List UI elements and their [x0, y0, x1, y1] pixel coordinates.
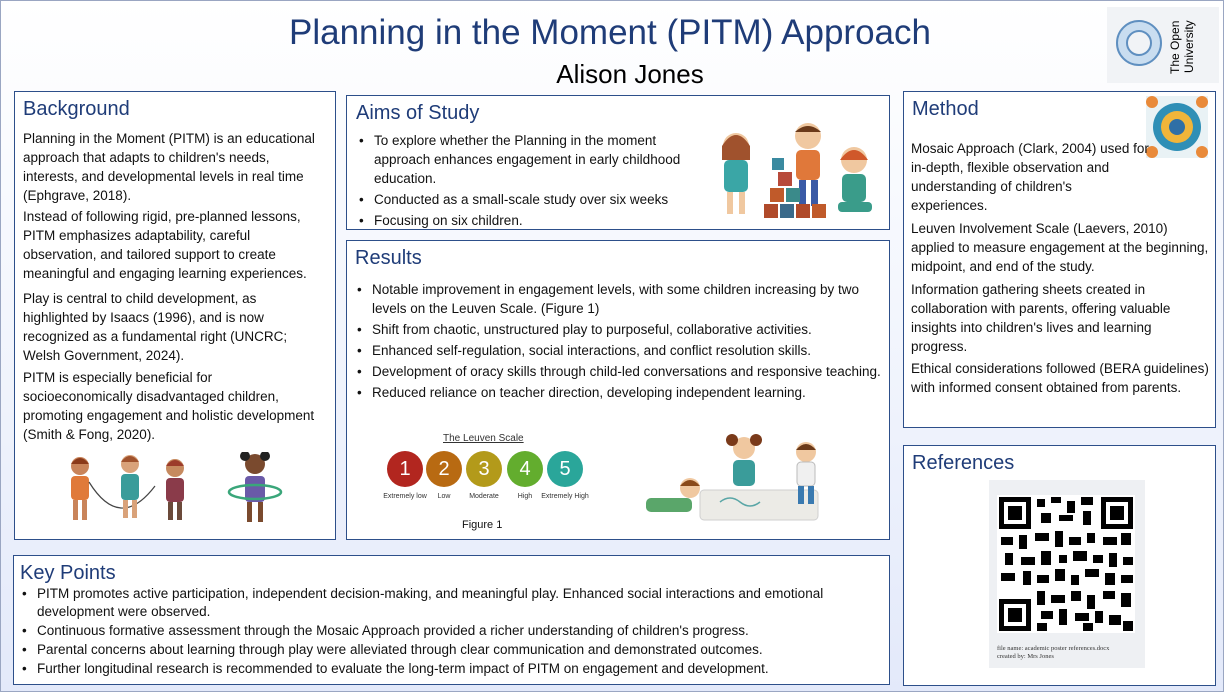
background-paragraph: Instead of following rigid, pre-planned lessons, PITM emphasizes adaptability, careful observation, and tailored support to create meaningful and engaging learning experiences. — [23, 209, 307, 281]
key-point-item: • PITM promotes active participation, independent decision-making, and meaningful play. Enhanced social interactions and emotional development were observed. — [20, 585, 880, 621]
results-list — [355, 280, 885, 404]
child-figure — [121, 455, 139, 518]
aims-item: • Focusing on six children. — [357, 211, 707, 230]
key-point-item: • Further longitudinal research is recommended to evaluate the long-term impact of PITM on engagement and development. — [20, 660, 880, 678]
qr-caption-line: created by: Mrs Jones — [997, 653, 1054, 660]
aims-title: Aims of Study — [356, 102, 480, 124]
aims-item: • To explore whether the Planning in the moment approach enhances engagement in early childhood education. — [357, 131, 707, 188]
aims-list — [357, 131, 707, 232]
method-paragraph: Leuven Involvement Scale (Laevers, 2010) applied to measure engagement at the beginning, midpoint, and end of the study. — [911, 221, 1209, 274]
method-paragraph: Ethical considerations followed (BERA guidelines) with informed consent obtained from parents. — [911, 361, 1209, 395]
child-figure — [229, 452, 281, 522]
results-title: Results — [355, 247, 422, 269]
qr-caption-line: file name: academic poster references.docx — [997, 645, 1110, 652]
leuven-level-label: Extremely low — [383, 493, 427, 500]
method-paragraph: Mosaic Approach (Clark, 2004) used for in-depth, flexible observation and understanding of children's experiences. — [911, 141, 1149, 213]
logo-wordmark: The Open University — [1168, 20, 1196, 74]
leuven-level-label: High — [517, 493, 533, 500]
child-figure — [838, 147, 872, 212]
leuven-level-3: 3 — [466, 451, 502, 487]
leuven-level-label: Low — [437, 493, 451, 500]
results-item: • Reduced reliance on teacher direction, developing independent learning. — [355, 383, 885, 402]
child-figure — [646, 478, 700, 512]
mosaic-tile-icon — [1146, 96, 1208, 158]
leuven-level-1: 1 — [387, 451, 423, 487]
background-paragraph: Play is central to child development, as highlighted by Isaacs (1996), and is now recognized as a fundamental right (UNCRC; Welsh Government, 2024). — [23, 291, 288, 363]
qr-caption — [997, 645, 1109, 661]
leuven-level-label: Extremely High — [541, 493, 589, 500]
results-item: • Enhanced self-regulation, social interactions, and conflict resolution skills. — [355, 341, 885, 360]
method-paragraph: Information gathering sheets created in collaboration with parents, offering valuable insights into children's lives and learning progress. — [911, 282, 1171, 354]
open-university-logo — [1107, 7, 1219, 83]
leuven-level-2: 2 — [426, 451, 462, 487]
leuven-scale-title: The Leuven Scale — [443, 433, 524, 444]
leuven-level-4: 4 — [507, 451, 543, 487]
qr-code[interactable] — [997, 495, 1135, 633]
leuven-level-label: Moderate — [469, 493, 499, 500]
child-figure — [726, 434, 762, 486]
key-points-title: Key Points — [20, 562, 116, 584]
child-figure — [722, 133, 750, 214]
children-drawing-illustration — [640, 432, 832, 528]
key-point-item: • Parental concerns about learning through play were alleviated through clear communication and demonstrated outcomes. — [20, 641, 880, 659]
background-title: Background — [23, 98, 130, 120]
key-points-list — [20, 585, 880, 679]
background-paragraph: PITM is especially beneficial for socioeconomically disadvantaged children, promoting engagement and holistic development (Smith & Fong, 2020). — [23, 370, 315, 442]
results-item: • Development of oracy skills through child-led conversations and responsive teaching. — [355, 362, 885, 381]
children-playing-illustration — [60, 452, 300, 534]
poster-title: Planning in the Moment (PITM) Approach — [289, 13, 931, 52]
references-title: References — [912, 452, 1015, 474]
results-item: • Notable improvement in engagement levels, with some children increasing by two levels on the Leuven Scale. (Figure 1) — [355, 280, 885, 318]
children-blocks-illustration — [712, 120, 880, 224]
leuven-level-5: 5 — [547, 451, 583, 487]
results-item: • Shift from chaotic, unstructured play to purposeful, collaborative activities. — [355, 320, 885, 339]
background-paragraph: Planning in the Moment (PITM) is an educational approach that adapts to children's needs, interests, and developmental levels in real time (Ephgrave, 2018). — [23, 131, 315, 203]
aims-item: • Conducted as a small-scale study over six weeks — [357, 190, 707, 209]
child-figure — [71, 457, 89, 520]
figure-caption: Figure 1 — [462, 519, 503, 531]
method-title: Method — [912, 98, 979, 120]
child-figure — [166, 459, 184, 520]
poster-author: Alison Jones — [556, 59, 704, 89]
key-point-item: • Continuous formative assessment through the Mosaic Approach provided a richer understanding of children's progress. — [20, 622, 880, 640]
